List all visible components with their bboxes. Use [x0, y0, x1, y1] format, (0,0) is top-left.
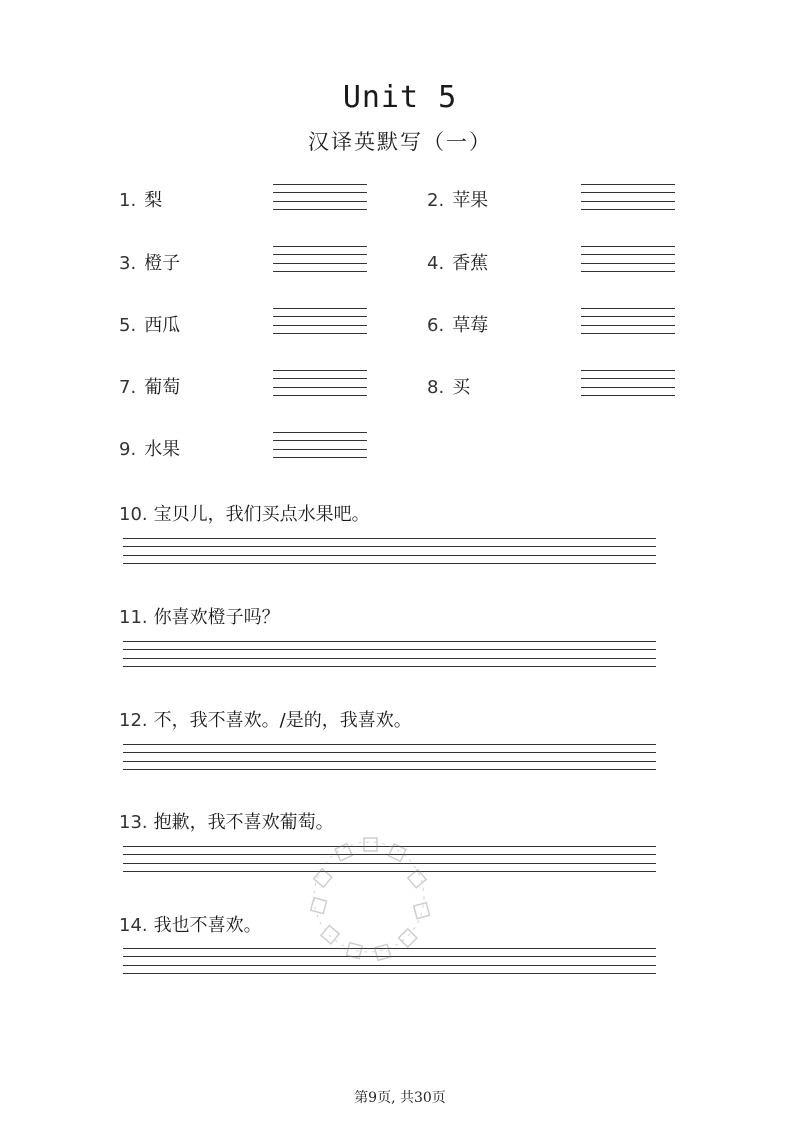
- sentence-text: 我也不喜欢。: [153, 915, 262, 936]
- page-footer: 第9页, 共30页: [354, 1090, 446, 1106]
- sentence-item: [119, 911, 262, 937]
- answer-lines[interactable]: [273, 432, 367, 458]
- sentence-number: 11.: [119, 607, 148, 628]
- answer-lines[interactable]: [581, 308, 675, 334]
- sentence-answer-lines[interactable]: [123, 744, 656, 770]
- vocab-item: [119, 186, 162, 212]
- watermark-stamp: [304, 832, 434, 962]
- vocab-item: [427, 249, 488, 275]
- sentence-number: 14.: [119, 915, 148, 936]
- vocab-word: 苹果: [452, 190, 489, 211]
- sentence-number: 12.: [119, 710, 148, 731]
- vocab-word: 水果: [144, 439, 181, 460]
- sentence-text: 你喜欢橙子吗？: [153, 607, 280, 628]
- sentence-answer-lines[interactable]: [123, 641, 656, 667]
- vocab-word: 葡萄: [144, 377, 181, 398]
- vocab-item: [427, 373, 470, 399]
- sentence-text: 宝贝儿，我们买点水果吧。: [153, 504, 370, 525]
- vocab-word: 橙子: [144, 253, 181, 274]
- vocab-item: [119, 373, 180, 399]
- sentence-item: [119, 603, 280, 629]
- sentence-number: 13.: [119, 812, 148, 833]
- answer-lines[interactable]: [581, 184, 675, 210]
- sentence-number: 10.: [119, 504, 148, 525]
- answer-lines[interactable]: [273, 370, 367, 396]
- vocab-number: 4.: [427, 253, 445, 274]
- unit-title: Unit 5: [342, 80, 458, 115]
- answer-lines[interactable]: [581, 370, 675, 396]
- page-subtitle: 汉译英默写（一）: [308, 130, 492, 154]
- vocab-word: 梨: [144, 190, 163, 211]
- vocab-number: 7.: [119, 377, 137, 398]
- vocab-number: 5.: [119, 315, 137, 336]
- sentence-item: [119, 500, 370, 526]
- vocab-number: 2.: [427, 190, 445, 211]
- vocab-item: [119, 249, 180, 275]
- vocab-number: 9.: [119, 439, 137, 460]
- answer-lines[interactable]: [273, 246, 367, 272]
- sentence-item: [119, 808, 334, 834]
- vocab-item: [119, 435, 180, 461]
- vocab-item: [427, 186, 488, 212]
- sentence-item: [119, 706, 412, 732]
- vocab-number: 8.: [427, 377, 445, 398]
- vocab-word: 草莓: [452, 315, 489, 336]
- answer-lines[interactable]: [581, 246, 675, 272]
- vocab-item: [119, 311, 180, 337]
- vocab-word: 买: [452, 377, 471, 398]
- sentence-text: 不，我不喜欢。/是的，我喜欢。: [153, 710, 412, 731]
- sentence-text: 抱歉，我不喜欢葡萄。: [153, 812, 334, 833]
- vocab-number: 3.: [119, 253, 137, 274]
- sentence-answer-lines[interactable]: [123, 538, 656, 564]
- vocab-number: 1.: [119, 190, 137, 211]
- vocab-word: 西瓜: [144, 315, 181, 336]
- vocab-word: 香蕉: [452, 253, 489, 274]
- vocab-item: [427, 311, 488, 337]
- vocab-number: 6.: [427, 315, 445, 336]
- answer-lines[interactable]: [273, 308, 367, 334]
- answer-lines[interactable]: [273, 184, 367, 210]
